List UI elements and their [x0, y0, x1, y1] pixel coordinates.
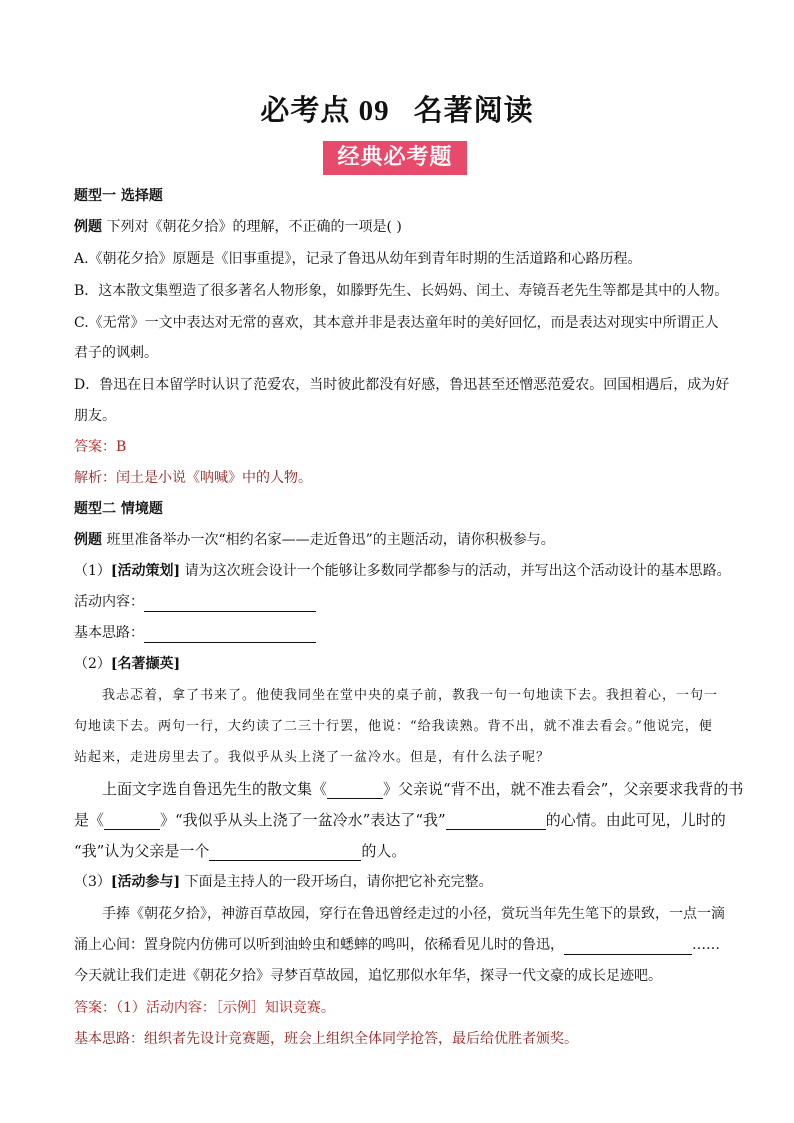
example-label-2: 例题 — [74, 532, 102, 548]
analysis-1: 解析：闰土是小说《呐喊》中的人物。 — [74, 470, 312, 486]
question-text: 下列对《朝花夕拾》的理解，不正确的一项是( ) — [106, 219, 402, 235]
section2-intro — [74, 530, 555, 550]
basic-idea-blank[interactable] — [144, 626, 316, 643]
fill-text-1a: 上面文字选自鲁迅先生的散文集《 — [102, 780, 328, 798]
q1-prefix: （1） — [74, 563, 111, 579]
answer-1: 答案：B — [74, 439, 127, 455]
q1-line — [74, 561, 731, 581]
host-line-2 — [74, 935, 720, 955]
fill-text-2b: 》“我似乎从头上浇了一盆冷水”表达了“我” — [160, 811, 446, 829]
fill-text-2c: 的心情。由此可见，儿时的 — [545, 811, 726, 829]
option-c-cont: 君子的讽刺。 — [74, 345, 158, 361]
q2-tag: [名著撷英] — [110, 656, 181, 672]
option-d: D．鲁迅在日本留学时认识了范爱农，当时彼此都没有好感，鲁迅甚至还憎恶范爱农。回国相遇后，成为好 — [74, 377, 730, 393]
fill-text-3a: “我”认为父亲是一个 — [74, 842, 210, 860]
q2-prefix: （2） — [74, 656, 111, 672]
fill-text-1b: 》父亲说“背不出，就不准去看会”，父亲要求我背的书 — [383, 780, 744, 798]
host-text-2b: …… — [692, 937, 720, 953]
option-a: A.《朝花夕拾》原题是《旧事重提》，记录了鲁迅从幼年到青年时期的生活道路和心路历程。 — [74, 251, 642, 267]
q3-prefix: （3） — [74, 874, 111, 890]
host-blank[interactable] — [564, 938, 692, 955]
activity-content-blank[interactable] — [144, 595, 316, 612]
host-line-1: 手捧《朝花夕拾》，神游百草故园，穿行在鲁迅曾经走过的小径，赏玩当年先生笔下的景致，一点一滴 — [102, 906, 725, 922]
basic-idea-label: 基本思路： — [74, 625, 144, 641]
option-d-cont: 朋友。 — [74, 408, 116, 424]
passage-line-3: 站起来，走进房里去了。我似乎从头上浇了一盆冷水。但是，有什么法子呢？ — [74, 750, 551, 765]
book-blank-1[interactable] — [327, 782, 383, 799]
section1-heading: 题型一 选择题 — [74, 188, 163, 204]
fill-line-3 — [74, 841, 406, 861]
q2-line — [74, 654, 180, 674]
q3-tag: [活动参与] — [110, 874, 181, 890]
intro-text: 班里准备举办一次“相约名家——走近鲁迅”的主题活动，请你积极参与。 — [106, 532, 555, 548]
passage-line-1: 我忐忑着，拿了书来了。他使我同坐在堂中央的桌子前，教我一句一句地读下去。我担着心，一句一 — [102, 688, 719, 703]
title-text: 名著阅读 — [413, 93, 534, 127]
section-badge: 经典必考题 — [323, 141, 467, 175]
answer-2: 答案：（1）活动内容：［示例］知识竞赛。 — [74, 1000, 335, 1016]
fill-text-3b: 的人。 — [361, 842, 407, 860]
example-label: 例题 — [74, 219, 102, 235]
fill-line-1 — [102, 779, 743, 799]
host-line-3: 今天就让我们走进《朝花夕拾》寻梦百草故园，追忆那似水年华，探寻一代文豪的成长足迹吧。 — [74, 968, 662, 984]
option-b: B．这本散文集塑造了很多著名人物形象，如滕野先生、长妈妈、闰土、寿镜吾老先生等都是其中的人物。 — [74, 283, 729, 299]
section1-question — [74, 217, 402, 237]
answer-2-idea: 基本思路：组织者先设计竞赛题，班会上组织全体同学抢答，最后给优胜者颁奖。 — [74, 1031, 578, 1047]
passage-line-2: 句地读下去。两句一行，大约读了二三十行罢，他说：“给我读熟。背不出，就不准去看会。”他说完，便 — [74, 719, 713, 734]
section2-heading: 题型二 情境题 — [74, 501, 163, 517]
title-number: 必考点 09 — [260, 95, 390, 127]
activity-content-label: 活动内容： — [74, 594, 144, 610]
option-c: C.《无常》一文中表达对无常的喜欢，其本意并非是表达童年时的美好回忆，而是表达对现实中所谓正人 — [74, 315, 719, 331]
mood-blank[interactable] — [446, 813, 546, 830]
book-blank-2[interactable] — [104, 813, 160, 830]
q1-text: 请为这次班会设计一个能够让多数同学都参与的活动，并写出这个活动设计的基本思路。 — [184, 563, 731, 579]
fill-line-2 — [74, 810, 726, 830]
father-blank[interactable] — [209, 844, 361, 861]
activity-content-line — [74, 592, 316, 612]
q1-tag: [活动策划] — [110, 563, 181, 579]
q3-text: 下面是主持人的一段开场白，请你把它补充完整。 — [184, 874, 493, 890]
page-title — [0, 88, 794, 129]
fill-text-2a: 是《 — [74, 811, 105, 829]
basic-idea-line — [74, 623, 316, 643]
host-text-2a: 涌上心间：置身院内仿佛可以听到油蛉虫和蟋蟀的鸣叫，依稀看见儿时的鲁迅， — [74, 937, 564, 953]
q3-line — [74, 872, 493, 892]
